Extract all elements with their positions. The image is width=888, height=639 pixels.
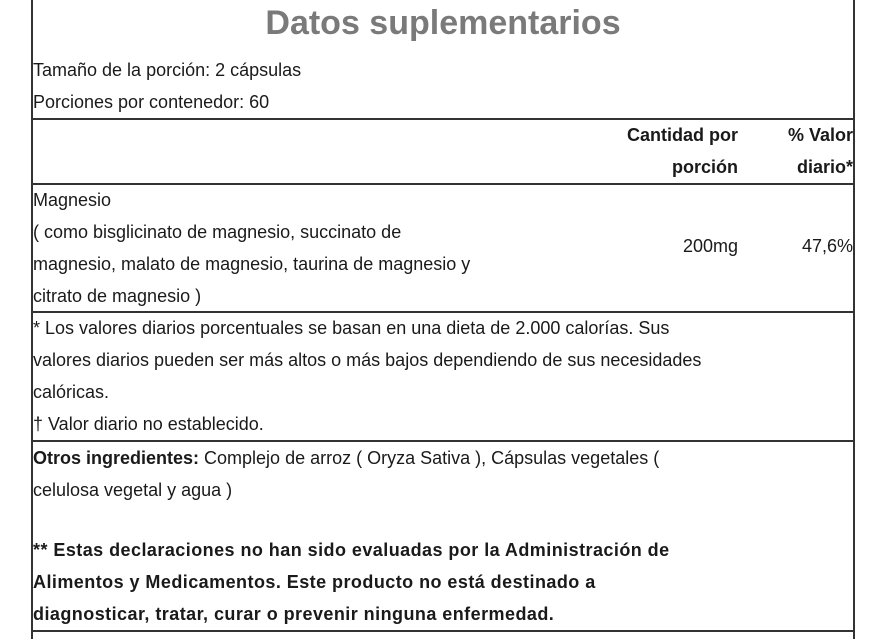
footnote-line2: valores diarios pueden ser más altos o más bajos dependiendo de sus necesidades bbox=[33, 350, 702, 370]
servings-per-container: Porciones por contenedor: 60 bbox=[33, 92, 270, 112]
amount-header-line1: Cantidad por bbox=[627, 125, 738, 145]
other-ingredients-line1 bbox=[33, 442, 659, 474]
amount-header-line2: porción bbox=[672, 157, 738, 177]
dv-header-line1: % Valor bbox=[787, 125, 853, 145]
footnote-line3: calóricas. bbox=[33, 382, 110, 402]
disclaimer-line3: diagnosticar, tratar, curar o prevenir ninguna enfermedad. bbox=[33, 604, 555, 624]
footnote-line4: † Valor diario no establecido. bbox=[33, 414, 264, 434]
supplement-facts-panel bbox=[31, 0, 855, 639]
divider bbox=[33, 183, 853, 185]
footnote-line1: * Los valores diarios porcentuales se basan en una dieta de 2.000 calorías. Sus bbox=[33, 318, 670, 338]
nutrient-desc-line3: citrato de magnesio ) bbox=[33, 286, 202, 306]
dv-header-line2: diario* bbox=[796, 157, 853, 177]
disclaimer-line2: Alimentos y Medicamentos. Este producto no está destinado a bbox=[33, 572, 596, 592]
other-ingredients-line2: celulosa vegetal y agua ) bbox=[33, 480, 233, 500]
nutrient-amount: 200mg bbox=[682, 236, 738, 256]
serving-size: Tamaño de la porción: 2 cápsulas bbox=[33, 60, 302, 80]
nutrient-dv: 47,6% bbox=[801, 236, 853, 256]
panel-title: Datos suplementarios bbox=[265, 4, 621, 42]
nutrient-name: Magnesio bbox=[33, 190, 112, 210]
bottom-divider bbox=[33, 630, 853, 632]
other-ingredients-text: Complejo de arroz ( Oryza Sativa ), Cápsulas vegetales ( bbox=[199, 448, 660, 468]
nutrient-desc-line2: magnesio, malato de magnesio, taurina de magnesio y bbox=[33, 254, 471, 274]
disclaimer-line1: ** Estas declaraciones no han sido evaluadas por la Administración de bbox=[33, 540, 670, 560]
other-ingredients-label: Otros ingredientes: bbox=[33, 448, 200, 468]
nutrient-desc-line1: ( como bisglicinato de magnesio, succinato de bbox=[33, 222, 402, 242]
